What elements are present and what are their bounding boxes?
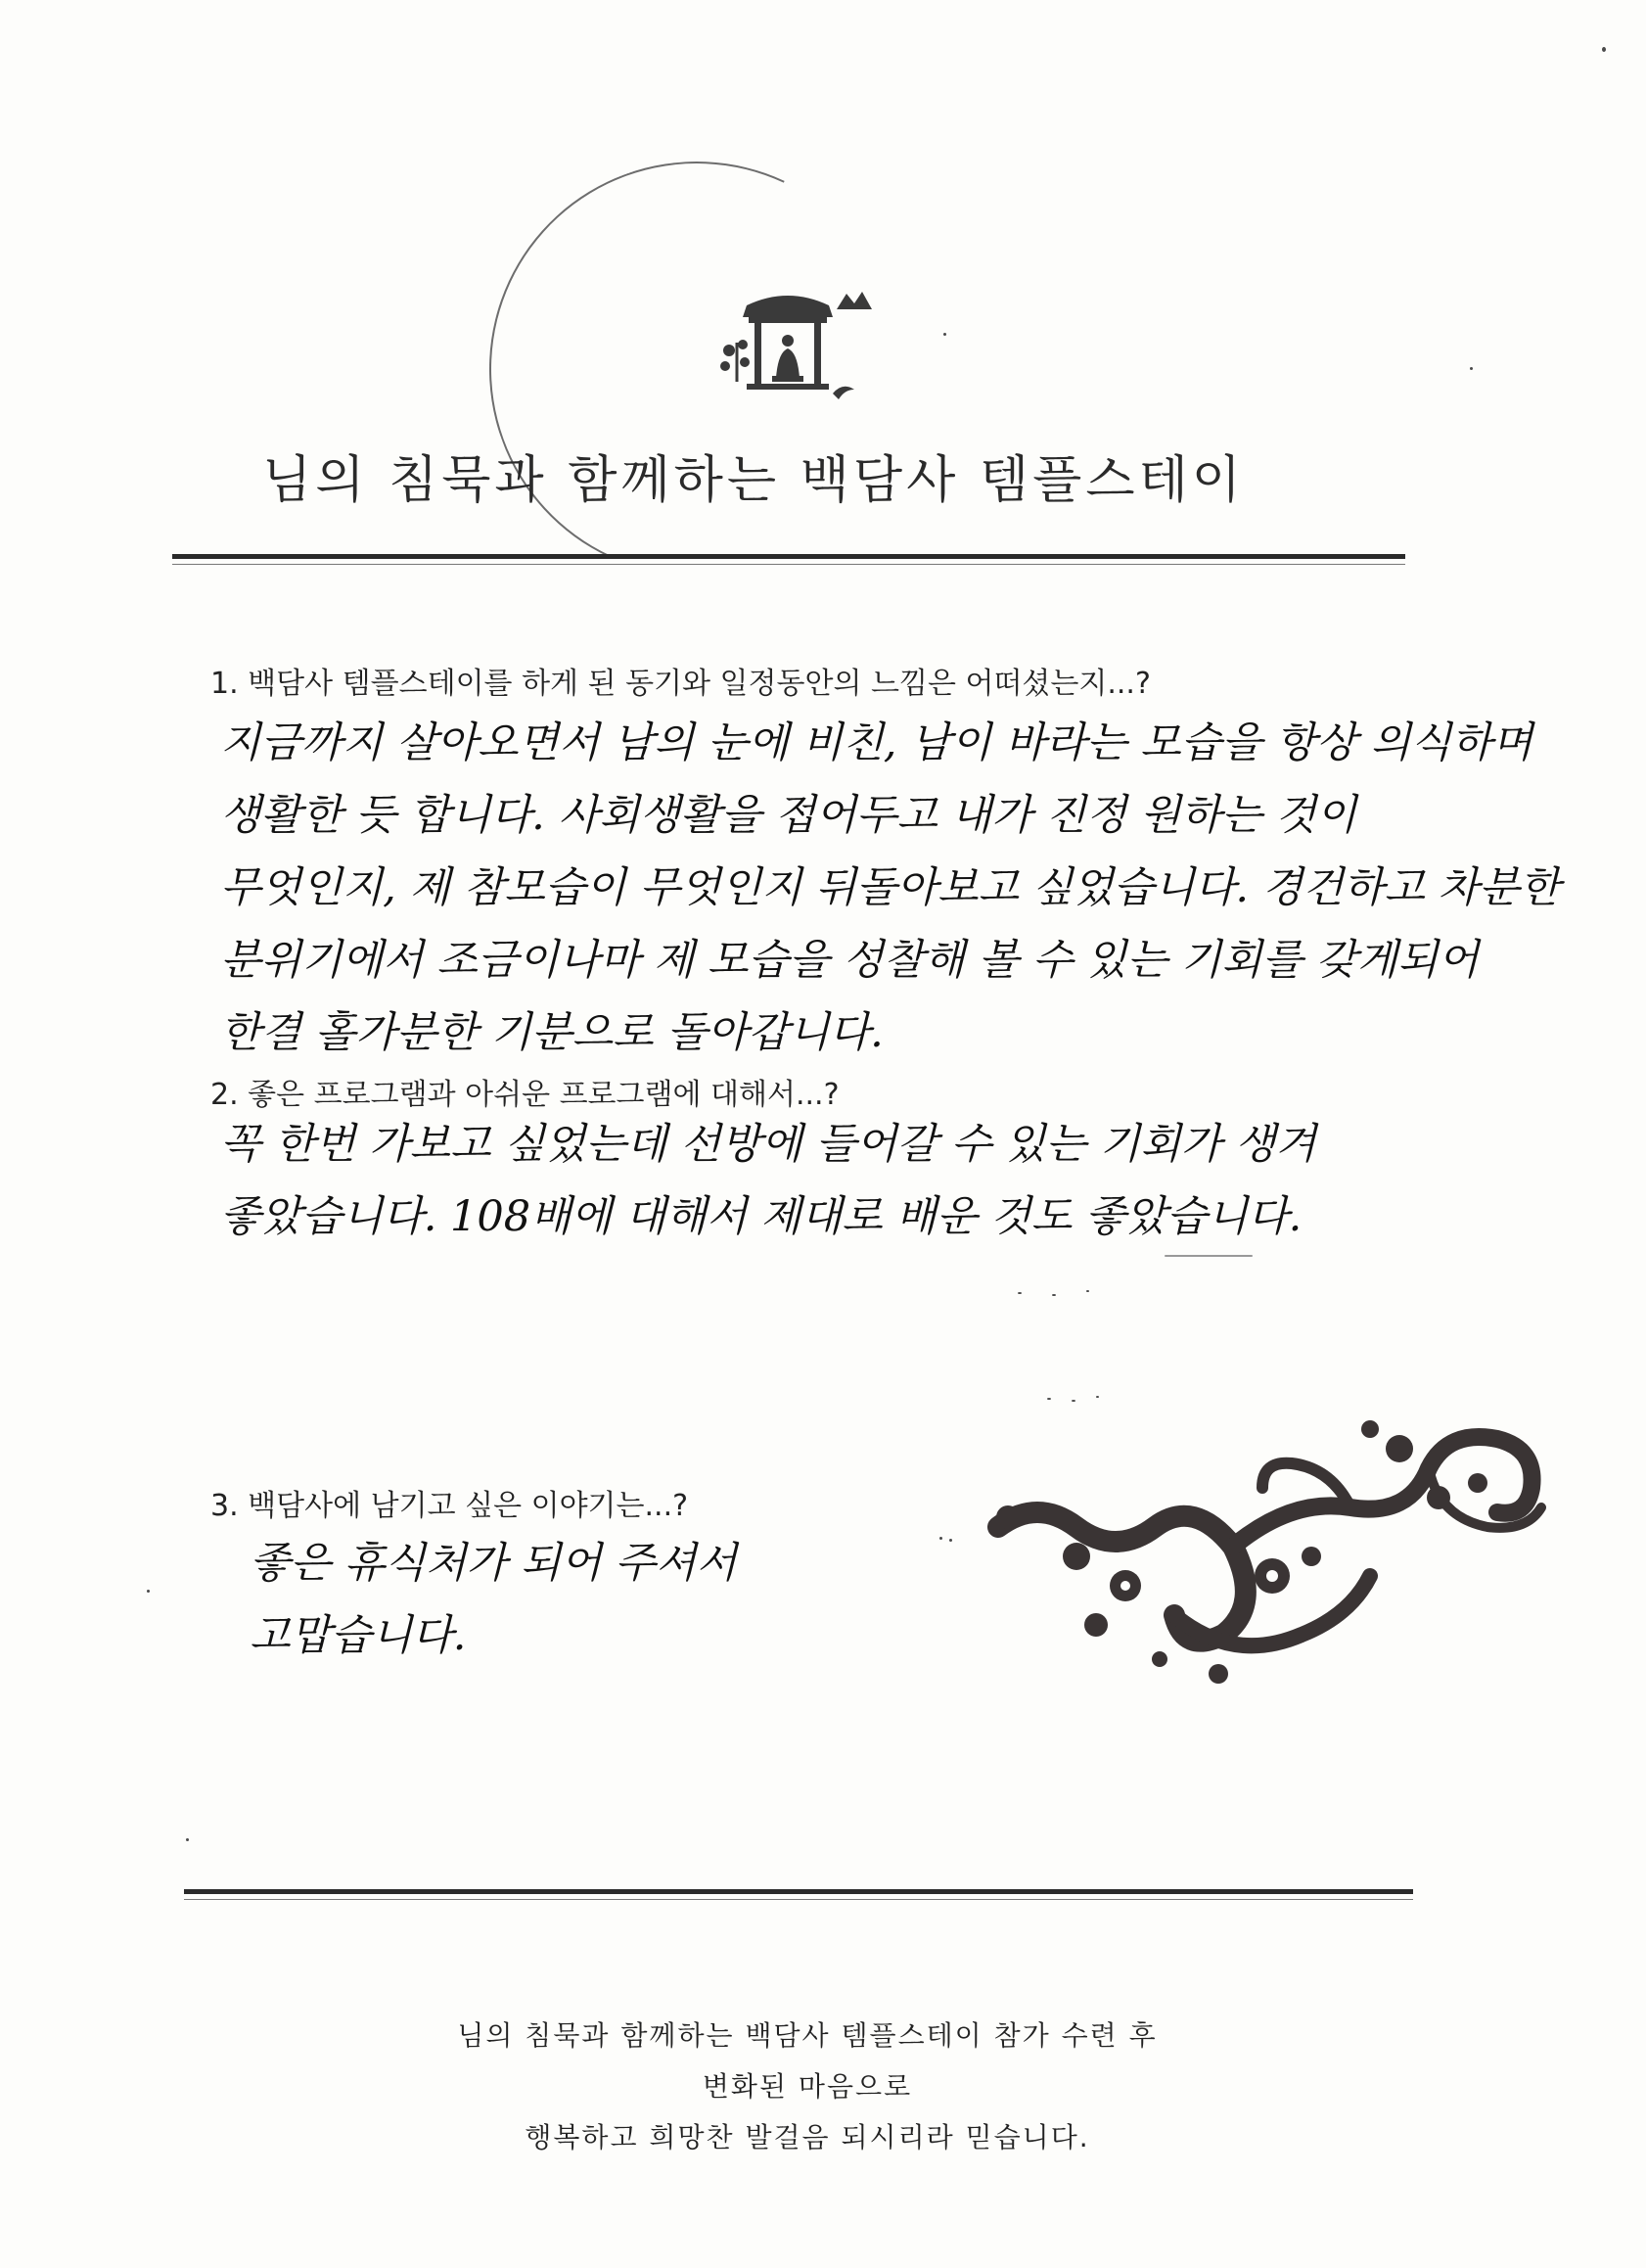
question-text: 백담사 템플스테이를 하게 된 동기와 일정동안의 느낌은 어떠셨는지...? (248, 667, 1151, 701)
answer-line: 무엇인지, 제 참모습이 무엇인지 뒤돌아보고 싶었습니다. 경건하고 차분한 (220, 863, 1561, 912)
question-text: 백담사에 남기고 싶은 이야기는...? (248, 1489, 689, 1523)
footer-line-2: 변화된 마음으로 (702, 2070, 913, 2103)
bottom-divider (184, 1889, 1413, 1894)
footer-line-1: 님의 침묵과 함께하는 백담사 템플스테이 참가 수련 후 (457, 2019, 1158, 2052)
footer-line-3: 행복하고 희망찬 발걸음 되시리라 믿습니다. (525, 2121, 1090, 2153)
temple-buddha-emblem-icon (690, 284, 886, 411)
scan-speck (1602, 47, 1606, 52)
top-divider-thin (172, 564, 1405, 565)
page-title: 님의 침묵과 함께하는 백담사 템플스테이 (261, 451, 1246, 510)
answer-line: 꼭 한번 가보고 싶었는데 선방에 들어갈 수 있는 기회가 생겨 (220, 1120, 1316, 1169)
scan-speck (943, 333, 946, 336)
scan-speck (186, 1838, 189, 1841)
question-number: 1. (210, 667, 239, 701)
question-2 (210, 1070, 840, 1113)
scan-speck (147, 1590, 150, 1593)
scan-speck (1047, 1398, 1051, 1400)
floral-scroll-ornament-icon (979, 1410, 1556, 1693)
scan-speck (1096, 1396, 1099, 1398)
question-3 (210, 1481, 688, 1524)
scan-speck (1165, 1255, 1253, 1257)
scan-speck (1470, 367, 1473, 370)
question-1 (210, 659, 1151, 702)
answer-1 (220, 707, 1590, 1069)
answer-2 (220, 1108, 1590, 1253)
question-number: 2. (210, 1078, 239, 1112)
answer-line: 고맙습니다. (250, 1611, 467, 1660)
scan-speck (1052, 1294, 1056, 1296)
top-divider (172, 554, 1405, 559)
answer-line: 좋은 휴식처가 되어 주셔서 (250, 1539, 737, 1588)
question-number: 3. (210, 1489, 239, 1523)
scan-speck (1018, 1292, 1022, 1294)
answer-line: 분위기에서 조금이나마 제 모습을 성찰해 볼 수 있는 기회를 갖게되어 (220, 936, 1480, 985)
answer-line: 생활한 듯 합니다. 사회생활을 접어두고 내가 진정 원하는 것이 (220, 791, 1357, 840)
question-text: 좋은 프로그램과 아쉬운 프로그램에 대해서...? (248, 1078, 840, 1112)
scan-speck (1072, 1400, 1075, 1402)
answer-line: 좋았습니다. 108배에 대해서 제대로 배운 것도 좋았습니다. (220, 1192, 1303, 1241)
answer-line: 지금까지 살아오면서 남의 눈에 비친, 남이 바라는 모습을 항상 의식하며 (220, 718, 1533, 767)
scan-speck (1086, 1290, 1089, 1292)
answer-line: 한결 홀가분한 기분으로 돌아갑니다. (220, 1008, 884, 1057)
bottom-divider-thin (184, 1899, 1413, 1900)
